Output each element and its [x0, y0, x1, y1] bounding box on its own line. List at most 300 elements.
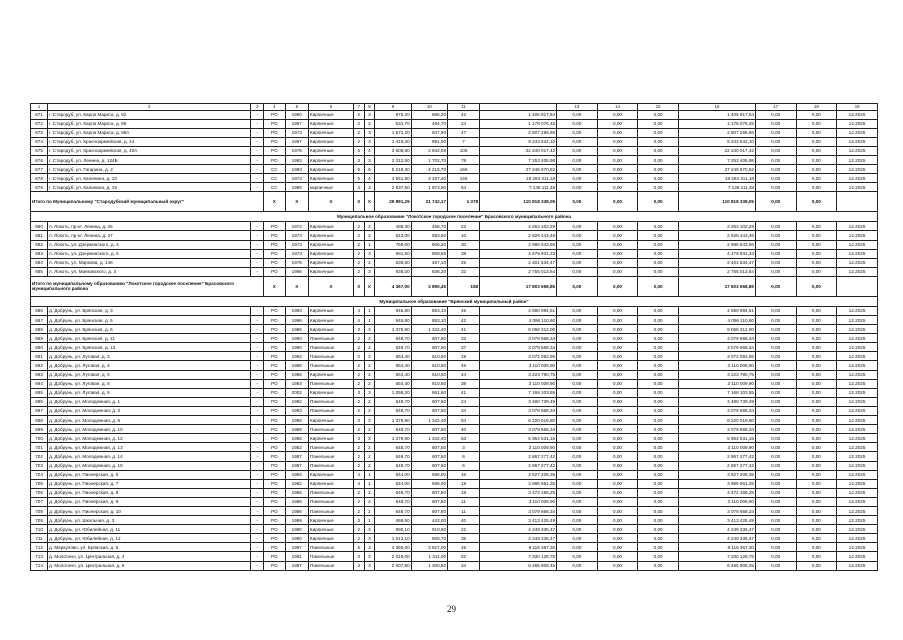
table-cell: 0,00 — [597, 249, 638, 258]
table-cell: 24 — [448, 397, 480, 406]
table-cell: г. Стародуб, ул. Карла Маркса, д. 92 — [48, 110, 251, 119]
column-number-cell: 4 — [264, 104, 285, 111]
table-cell: 2 — [364, 334, 375, 343]
table-cell: 0,00 — [597, 267, 638, 276]
table-cell: 0,00 — [796, 110, 837, 119]
table-cell: 47 — [448, 128, 480, 137]
table-cell: 0,00 — [557, 506, 598, 515]
table-cell: 0,00 — [597, 361, 638, 370]
table-cell: - — [251, 249, 264, 258]
table-cell: 607,50 — [411, 506, 447, 515]
table-cell: 0,00 — [796, 343, 837, 352]
column-number-cell: 17 — [755, 104, 796, 111]
table-row — [31, 406, 878, 415]
table-cell: 698 — [31, 416, 48, 425]
table-cell: 0,00 — [557, 534, 598, 543]
table-cell: 0,00 — [796, 174, 837, 183]
table-row — [31, 370, 878, 379]
table-row — [31, 249, 878, 258]
table-cell: 0,00 — [557, 343, 598, 352]
table-row — [31, 258, 878, 267]
table-cell: 2 — [364, 352, 375, 361]
table-cell: 3 — [353, 434, 364, 443]
table-cell: 12.2025 — [837, 174, 878, 183]
table-cell: 688 — [31, 325, 48, 334]
table-cell: 0,00 — [597, 497, 638, 506]
table-cell: 2 986 643,66 — [480, 240, 557, 249]
table-cell: 0,00 — [557, 249, 598, 258]
table-cell: 0,00 — [557, 325, 598, 334]
table-cell: 3 110 009,90 — [678, 379, 755, 388]
total-cell: 110 818 338,05 — [480, 192, 557, 212]
table-cell: Панельные — [309, 452, 354, 461]
table-cell: 78 — [448, 155, 480, 164]
table-cell: 1 702,70 — [411, 155, 447, 164]
table-cell: 6 — [448, 461, 480, 470]
table-cell: 12.2025 — [837, 267, 878, 276]
table-cell: Кирпичные — [309, 258, 354, 267]
table-cell: г. Стародуб, ул. Красноармейская, д. 24 — [48, 137, 251, 146]
municipality-heading-row — [31, 212, 878, 222]
table-cell: 685 — [31, 267, 48, 276]
table-cell: 0,00 — [796, 370, 837, 379]
table-cell: 684 — [31, 258, 48, 267]
table-cell: 45 — [448, 543, 480, 552]
table-cell: 0,00 — [796, 406, 837, 415]
table-cell: - — [251, 110, 264, 119]
table-cell: 0,00 — [796, 434, 837, 443]
table-cell: 607,50 — [411, 397, 447, 406]
table-cell: 0,00 — [796, 397, 837, 406]
table-cell: 0,00 — [755, 443, 796, 452]
table-cell: 689 — [31, 334, 48, 343]
table-cell: 705 — [31, 479, 48, 488]
table-cell: 22 240 017,42 — [480, 146, 557, 155]
table-cell: 12.2025 — [837, 552, 878, 561]
table-cell: 1 973,50 — [411, 183, 447, 192]
table-cell: 5 954 531,15 — [678, 434, 755, 443]
table-cell: 3 079 668,34 — [480, 425, 557, 434]
table-cell: 0,00 — [557, 155, 598, 164]
column-number-cell: 13 — [557, 104, 598, 111]
table-cell: 0,00 — [638, 174, 679, 183]
table-row — [31, 461, 878, 470]
table-cell: 710 — [31, 525, 48, 534]
table-cell: 704 — [31, 470, 48, 479]
table-cell: 0,00 — [557, 461, 598, 470]
municipality-heading: Муниципальное образование "Брянский муниципальный район" — [31, 296, 878, 306]
table-cell: 4 — [353, 306, 364, 315]
table-cell: 596,00 — [411, 470, 447, 479]
table-cell: 0,00 — [557, 361, 598, 370]
table-cell: 1988 — [285, 361, 309, 370]
table-cell: 0,00 — [755, 258, 796, 267]
table-cell: 1 342,40 — [411, 416, 447, 425]
table-cell: 2 252 102,29 — [480, 222, 557, 231]
total-cell — [837, 276, 878, 296]
table-cell: 961,60 — [411, 388, 447, 397]
table-cell: 1990 — [285, 343, 309, 352]
table-cell: 0,00 — [557, 267, 598, 276]
table-cell: 1 419,20 — [375, 137, 411, 146]
table-cell: 0,00 — [597, 128, 638, 137]
table-cell: д. Добрунь, ул. Луговая, д. 9 — [48, 388, 251, 397]
table-row — [31, 137, 878, 146]
table-row — [31, 561, 878, 570]
table-cell: 648,70 — [375, 425, 411, 434]
table-cell: 12.2025 — [837, 461, 878, 470]
table-cell: 8 116 367,30 — [480, 543, 557, 552]
table-cell: РО — [264, 506, 285, 515]
table-cell: 0,00 — [796, 316, 837, 325]
table-cell: 2 — [353, 425, 364, 434]
total-cell — [837, 192, 878, 212]
table-cell: 0,00 — [597, 325, 638, 334]
table-cell: Кирпичные — [309, 128, 354, 137]
table-cell: 3 — [364, 128, 375, 137]
table-cell: г. Стародуб, ул. Ленина, д. 124Б — [48, 155, 251, 164]
table-cell: Панельные — [309, 352, 354, 361]
table-cell: 2 — [353, 406, 364, 415]
table-cell: 0,00 — [796, 352, 837, 361]
table-cell: - — [251, 488, 264, 497]
table-cell: 3 — [448, 443, 480, 452]
table-cell: Кирпичные — [309, 267, 354, 276]
table-cell: 4 — [353, 479, 364, 488]
table-cell: 0,00 — [755, 325, 796, 334]
table-cell: 1988 — [285, 416, 309, 425]
table-cell: 0,00 — [557, 525, 598, 534]
table-cell: 0,00 — [755, 516, 796, 525]
total-cell: Х — [309, 276, 354, 296]
table-cell: 0,00 — [796, 452, 837, 461]
table-cell: 683 — [31, 249, 48, 258]
table-cell: 4 551,90 — [375, 174, 411, 183]
table-row — [31, 506, 878, 515]
table-cell: д. Добрунь, ул. Пионерская, д. 5 — [48, 470, 251, 479]
table-cell: 166 — [448, 165, 480, 174]
table-cell: - — [251, 306, 264, 315]
table-cell: 2 867 277,42 — [480, 452, 557, 461]
table-row — [31, 361, 878, 370]
total-cell: Х — [353, 276, 364, 296]
table-cell: 0,00 — [557, 128, 598, 137]
table-cell: 648,70 — [375, 488, 411, 497]
table-cell: 1993 — [285, 379, 309, 388]
column-number-cell: 18 — [796, 104, 837, 111]
table-cell: - — [251, 497, 264, 506]
table-cell: 0,00 — [796, 240, 837, 249]
table-cell: Панельные — [309, 552, 354, 561]
table-cell: 2 — [353, 334, 364, 343]
table-cell: 0,00 — [638, 525, 679, 534]
table-cell: 935,00 — [375, 267, 411, 276]
table-cell: 0,00 — [755, 343, 796, 352]
table-cell: 0,00 — [796, 425, 837, 434]
table-cell: 0,00 — [597, 552, 638, 561]
table-cell: 3 079 668,34 — [480, 343, 557, 352]
table-cell: 1982 — [285, 443, 309, 452]
table-cell: 2 — [353, 249, 364, 258]
table-cell: 0,00 — [755, 479, 796, 488]
table-cell: д. Добрунь, ул. Брянская, д. 6 — [48, 325, 251, 334]
table-cell: 33 — [448, 334, 480, 343]
table-cell: 498,30 — [375, 222, 411, 231]
table-row — [31, 222, 878, 231]
table-cell: 2 — [364, 406, 375, 415]
table-cell: 0,00 — [597, 183, 638, 192]
table-cell: 3 110 009,90 — [480, 443, 557, 452]
table-cell: д. Добрунь, ул. Молодежная, д. 12 — [48, 434, 251, 443]
table-cell: 3 — [364, 543, 375, 552]
table-cell: Панельные — [309, 461, 354, 470]
total-cell: 0,00 — [597, 276, 638, 296]
table-cell: 0,00 — [638, 249, 679, 258]
total-row — [31, 192, 878, 212]
table-cell: Кирпичные — [309, 110, 354, 119]
table-cell: 0,00 — [597, 443, 638, 452]
table-cell: 3 — [364, 525, 375, 534]
table-cell: 648,70 — [375, 343, 411, 352]
table-cell: 0,00 — [597, 352, 638, 361]
table-cell: - — [251, 534, 264, 543]
table-cell: 2 — [364, 497, 375, 506]
table-cell: 2 — [353, 397, 364, 406]
total-cell: 29 891,29 — [375, 192, 411, 212]
table-cell: 1967 — [285, 137, 309, 146]
table-cell: 1994 — [285, 352, 309, 361]
table-row — [31, 525, 878, 534]
table-cell: 0,00 — [638, 258, 679, 267]
table-cell: 3 337,40 — [411, 174, 447, 183]
table-cell: 12.2025 — [837, 506, 878, 515]
table-cell: - — [251, 183, 264, 192]
table-row — [31, 443, 878, 452]
table-cell: 1982 — [285, 479, 309, 488]
table-cell: 0,00 — [796, 183, 837, 192]
table-cell: 0,00 — [755, 525, 796, 534]
table-cell: 0,00 — [755, 174, 796, 183]
table-cell: 105 — [448, 146, 480, 155]
table-cell: 0,00 — [755, 249, 796, 258]
table-cell: 3 527 206,35 — [678, 470, 755, 479]
table-cell: д. Добрунь, ул. Луговая, д. 4 — [48, 361, 251, 370]
table-cell: - — [251, 119, 264, 128]
table-cell: 27 246 970,52 — [480, 165, 557, 174]
total-cell: 17 803 668,85 — [678, 276, 755, 296]
table-cell: 0,00 — [597, 406, 638, 415]
table-cell: 891,00 — [411, 137, 447, 146]
table-cell: 2 — [353, 240, 364, 249]
table-cell: Кирпичные — [309, 534, 354, 543]
table-cell: РО — [264, 240, 285, 249]
table-cell: 706 — [31, 488, 48, 497]
table-cell: 0,00 — [638, 267, 679, 276]
table-cell: 0,00 — [557, 110, 598, 119]
table-cell: 0,00 — [755, 434, 796, 443]
table-cell: Панельные — [309, 506, 354, 515]
total-cell: 110 818 338,05 — [678, 192, 755, 212]
table-cell: 0,00 — [638, 110, 679, 119]
table-cell: 12.2025 — [837, 488, 878, 497]
table-cell: - — [251, 334, 264, 343]
table-cell: 674 — [31, 137, 48, 146]
table-cell: 0,00 — [755, 146, 796, 155]
table-cell: - — [251, 397, 264, 406]
table-cell: 1983 — [285, 406, 309, 415]
table-cell: РО — [264, 119, 285, 128]
table-cell: 3 110 009,90 — [678, 497, 755, 506]
table-cell: 0,00 — [557, 334, 598, 343]
table-cell: 12.2025 — [837, 497, 878, 506]
table-cell: 672 — [31, 119, 48, 128]
table-cell: 84 — [448, 416, 480, 425]
column-number-cell: 3 — [251, 104, 264, 111]
table-cell: 1997 — [285, 543, 309, 552]
table-cell: 3 627,00 — [411, 543, 447, 552]
table-cell: 0,00 — [755, 137, 796, 146]
table-cell: 0,00 — [557, 497, 598, 506]
table-cell: 0,00 — [796, 470, 837, 479]
table-cell: 1 572,20 — [375, 128, 411, 137]
table-cell: 945,80 — [375, 316, 411, 325]
table-cell: 2 — [353, 497, 364, 506]
table-cell: 1987 — [285, 461, 309, 470]
table-cell: 676 — [31, 155, 48, 164]
table-cell: Панельные — [309, 397, 354, 406]
table-cell: 3 079 668,34 — [678, 506, 755, 515]
table-cell: 644,00 — [375, 479, 411, 488]
table-row — [31, 425, 878, 434]
table-cell: 1980 — [285, 110, 309, 119]
table-cell: РО — [264, 222, 285, 231]
table-cell: 2 — [353, 379, 364, 388]
table-cell: 0,00 — [597, 222, 638, 231]
table-cell: 2 755 013,64 — [480, 267, 557, 276]
table-cell: 4 249 335,47 — [480, 534, 557, 543]
total-cell: Х — [353, 192, 364, 212]
table-cell: 1993 — [285, 155, 309, 164]
table-cell: 0,00 — [755, 183, 796, 192]
table-row — [31, 119, 878, 128]
table-cell: д. Добрунь, ул. Молодежная, д. 13 — [48, 443, 251, 452]
table-cell: д. Добрунь, ул. Луговая, д. 3 — [48, 352, 251, 361]
table-cell: 12.2025 — [837, 416, 878, 425]
column-number-cell: 5 — [285, 104, 309, 111]
table-cell: 12.2025 — [837, 110, 878, 119]
table-row — [31, 231, 878, 240]
total-cell: 0,00 — [796, 276, 837, 296]
table-cell: 607,50 — [411, 488, 447, 497]
table-cell: д. Добрунь, ул. Юбилейная, д. 11 — [48, 525, 251, 534]
table-cell: 1984 — [285, 470, 309, 479]
table-cell: - — [251, 146, 264, 155]
table-cell: 0,00 — [638, 534, 679, 543]
table-cell: 0,00 — [638, 240, 679, 249]
table-cell: 2 — [353, 343, 364, 352]
table-cell: РО — [264, 388, 285, 397]
table-cell: Кирпичные — [309, 479, 354, 488]
table-cell: 11 — [448, 506, 480, 515]
table-cell: 3 508,80 — [375, 146, 411, 155]
table-cell: 0,00 — [755, 543, 796, 552]
table-cell: 3 — [353, 552, 364, 561]
table-cell: 0,00 — [796, 361, 837, 370]
table-cell: 2 — [353, 267, 364, 276]
table-cell: 0,00 — [557, 434, 598, 443]
table-cell: 0,00 — [557, 316, 598, 325]
table-cell: 0,00 — [755, 370, 796, 379]
table-cell: - — [251, 552, 264, 561]
table-cell: 0,00 — [638, 434, 679, 443]
table-cell: 12.2025 — [837, 231, 878, 240]
total-cell: 0,00 — [755, 276, 796, 296]
table-cell: 673 — [31, 128, 48, 137]
table-cell: 908,65 — [411, 249, 447, 258]
table-cell: РО — [264, 434, 285, 443]
table-cell: РО — [264, 146, 285, 155]
table-cell: 2 — [353, 506, 364, 515]
table-cell: 0,00 — [597, 379, 638, 388]
table-cell: 3 — [364, 416, 375, 425]
table-cell: 697 — [31, 406, 48, 415]
table-cell: п. Локоть, ул. Маркова, д. 148 — [48, 258, 251, 267]
table-cell: 693 — [31, 370, 48, 379]
table-cell: 0,00 — [796, 128, 837, 137]
table-cell: 714 — [31, 561, 48, 570]
total-cell: 21 742,17 — [411, 192, 447, 212]
table-cell: 27 246 970,52 — [678, 165, 755, 174]
table-cell: 4 — [353, 316, 364, 325]
table-cell: - — [251, 222, 264, 231]
table-cell: 2 — [364, 379, 375, 388]
table-cell: 1980 — [285, 525, 309, 534]
table-cell: г. Стародуб, ул. Красноармейская, д. 40А — [48, 146, 251, 155]
table-cell: 0,00 — [755, 470, 796, 479]
table-cell: 1973 — [285, 174, 309, 183]
table-cell: 3 110 009,90 — [678, 361, 755, 370]
table-cell: 0,00 — [638, 488, 679, 497]
table-cell: 34 — [448, 561, 480, 570]
table-cell: 7 135 111,48 — [678, 183, 755, 192]
table-cell: 40 — [448, 425, 480, 434]
table-cell: 910,50 — [411, 525, 447, 534]
table-cell: Панельные — [309, 343, 354, 352]
table-row — [31, 110, 878, 119]
total-cell: 1 378 — [448, 192, 480, 212]
table-cell: 4 479 931,33 — [678, 249, 755, 258]
table-cell: Кирпичные — [309, 249, 354, 258]
table-cell: 0,00 — [796, 231, 837, 240]
table-cell: 3 — [364, 183, 375, 192]
table-cell: 2 — [364, 258, 375, 267]
table-cell: 607,50 — [411, 406, 447, 415]
table-cell: 6 485 908,45 — [480, 561, 557, 570]
table-cell: - — [251, 325, 264, 334]
table-cell: д. Молотино, ул. Центральная, д. 4 — [48, 552, 251, 561]
table-cell: 0,00 — [755, 267, 796, 276]
table-cell: 6 220 019,80 — [678, 416, 755, 425]
table-row — [31, 183, 878, 192]
table-cell: Кирпичные — [309, 146, 354, 155]
table-cell: 0,00 — [755, 552, 796, 561]
table-cell: 0,00 — [597, 516, 638, 525]
table-cell: 610,50 — [411, 361, 447, 370]
table-cell: 1972 — [285, 222, 309, 231]
table-cell: 3 — [353, 155, 364, 164]
table-cell: 0,00 — [755, 128, 796, 137]
table-cell: 0,00 — [597, 525, 638, 534]
